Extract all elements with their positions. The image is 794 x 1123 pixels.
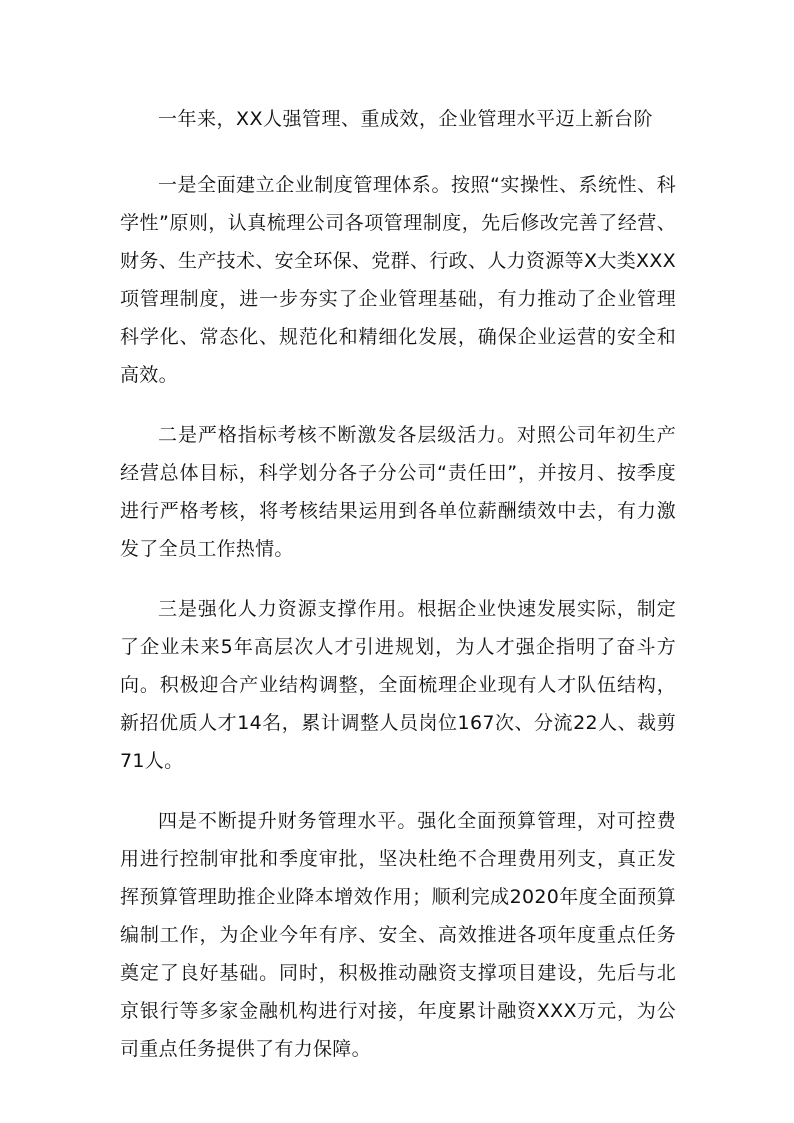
section-heading: 一年来，XX人强管理、重成效，企业管理水平迈上新台阶 xyxy=(158,108,654,130)
paragraph-human-resources: 三是强化人力资源支撑作用。根据企业快速发展实际，制定了企业未来5年高层次人才引进规划，为人才强企指明了奋斗方向。积极迎合产业结构调整，全面梳理企业现有人才队伍结构，新招优质人才14名，累计调整人员岗位167次、分流22人、裁剪71人。 xyxy=(120,598,676,772)
document-body xyxy=(120,100,676,1068)
paragraph-financial-management: 四是不断提升财务管理水平。强化全面预算管理，对可控费用进行控制审批和季度审批，坚决杜绝不合理费用列支，真正发挥预算管理助推企业降本增效作用；顺利完成2020年度全面预算编制工作，为企业今年有序、安全、高效推进各项年度重点任务奠定了良好基础。同时，积极推动融资支撑项目建设，先后与北京银行等多家金融机构进行对接，年度累计融资XXX万元，为公司重点任务提供了有力保障。 xyxy=(120,810,676,1060)
paragraph-performance-assessment: 二是严格指标考核不断激发各层级活力。对照公司年初生产经营总体目标，科学划分各子分公司“责任田”，并按月、按季度进行严格考核，将考核结果运用到各单位薪酬绩效中去，有力激发了全员工作热情。 xyxy=(120,424,676,560)
paragraph-system-management: 一是全面建立企业制度管理体系。按照“实操性、系统性、科学性”原则，认真梳理公司各项管理制度，先后修改完善了经营、财务、生产技术、安全环保、党群、行政、人力资源等X大类XXX项管理制度，进一步夯实了企业管理基础，有力推动了企业管理科学化、常态化、规范化和精细化发展，确保企业运营的安全和高效。 xyxy=(120,174,676,386)
